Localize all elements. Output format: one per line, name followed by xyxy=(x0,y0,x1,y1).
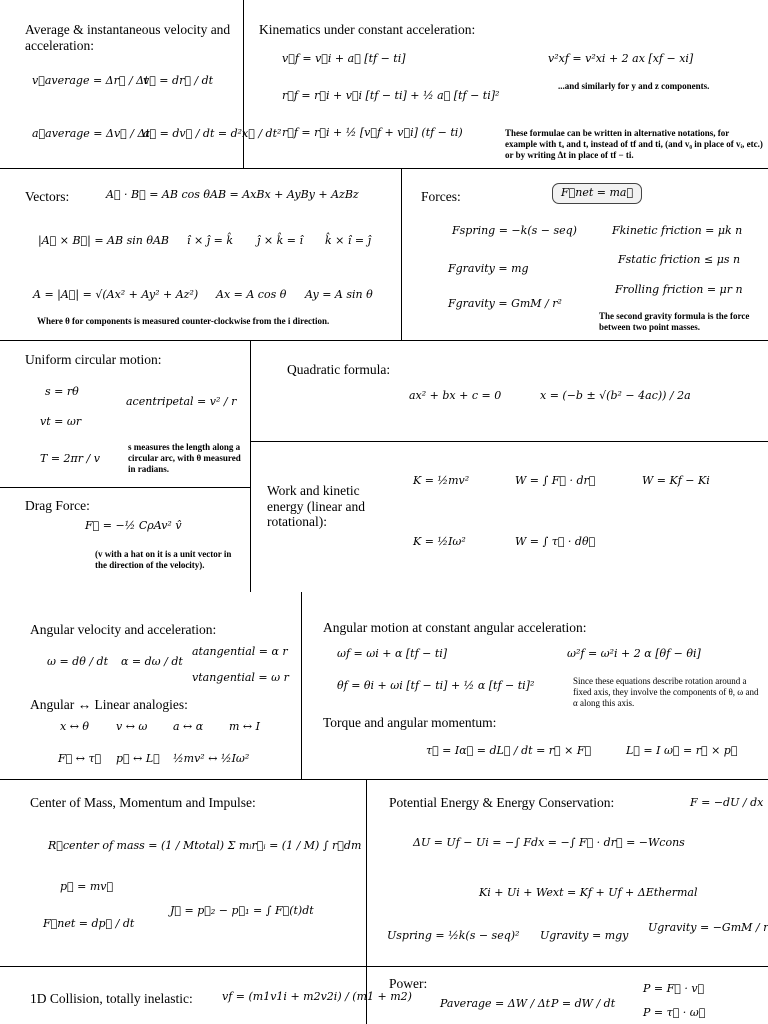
kinematics-eq3: r⃗f = r⃗i + ½ [v⃗f + v⃗i] (tf − ti) xyxy=(282,126,463,139)
divider xyxy=(0,966,768,967)
divider xyxy=(250,441,768,442)
force-potential-eq: F = −dU / dx xyxy=(690,796,764,809)
angular-const-eq2: ω²f = ω²i + 2 α [θf − θi] xyxy=(567,647,701,660)
momentum-eq: p⃗ = mv⃗ xyxy=(60,880,114,893)
forces-rolling-eq: Frolling friction = μr n xyxy=(615,283,743,296)
circular-velocity-eq: vt = ωr xyxy=(40,415,82,428)
angular-const-eq1: ωf = ωi + α [tf − ti] xyxy=(337,647,448,660)
section-title-drag: Drag Force: xyxy=(25,498,90,513)
section-title-forces: Forces: xyxy=(421,189,461,204)
forces-gravity-point-eq: Fgravity = GmM / r² xyxy=(448,297,562,310)
analogy-kinetic: ½mv² ↔ ½Iω² xyxy=(173,752,250,765)
work-kinetic-eq: K = ½mv² xyxy=(413,474,470,487)
analogy-acceleration: a ↔ α xyxy=(173,720,204,733)
angular-momentum-eq: L⃗ = I ω⃗ = r⃗ × p⃗ xyxy=(626,744,738,757)
power-average-eq: Paverage = ΔW / Δt xyxy=(440,997,551,1010)
forces-spring-eq: Fspring = −k(s − seq) xyxy=(452,224,577,237)
divider xyxy=(0,779,768,780)
torque-eq: τ⃗ = Iα⃗ = dL⃗ / dt = r⃗ × F⃗ xyxy=(426,744,592,757)
divider xyxy=(366,779,367,1024)
kinematics-eq4: v²xf = v²xi + 2 ax [xf − xi] xyxy=(548,52,694,65)
section-title-vectors: Vectors: xyxy=(25,189,70,204)
power-instant-eq: P = dW / dt xyxy=(551,997,616,1010)
forces-static-eq: Fstatic friction ≤ μs n xyxy=(618,253,741,266)
vectors-ij-eq: î × ĵ = k̂ xyxy=(187,234,234,247)
angular-acceleration-eq: α = dω / dt xyxy=(121,655,183,668)
section-title-circular: Uniform circular motion: xyxy=(25,352,162,367)
work-energy-eq: W = Kf − Ki xyxy=(642,474,710,487)
center-of-mass-eq: R⃗center of mass = (1 / Mtotal) Σ mᵢr⃗ᵢ = (1 / M) ∫ r⃗dm xyxy=(48,839,362,852)
vectors-ki-eq: k̂ × î = ĵ xyxy=(325,234,372,247)
work-rotational-kinetic-eq: K = ½Iω² xyxy=(413,535,466,548)
collision-eq: vf = (m1v1i + m2v2i) / (m1 + m2) xyxy=(222,990,412,1003)
work-torque-integral-eq: W = ∫ τ⃗ · dθ⃗ xyxy=(515,535,596,548)
net-force-momentum-eq: F⃗net = dp⃗ / dt xyxy=(43,917,135,930)
analogy-mass: m ↔ I xyxy=(229,720,260,733)
kinematics-eq1: v⃗f = v⃗i + a⃗ [tf − ti] xyxy=(282,52,406,65)
quadratic-eq: ax² + bx + c = 0 xyxy=(409,389,502,402)
vectors-ay-eq: Ay = A sin θ xyxy=(305,288,373,301)
circular-note: s measures the length along a circular arc, with θ measured in radians. xyxy=(128,442,241,474)
angular-velocity-eq: ω = dθ / dt xyxy=(47,655,109,668)
section-title-momentum: Center of Mass, Momentum and Impulse: xyxy=(30,795,256,810)
section-title-velocity: Average & instantaneous velocity and acceleration: xyxy=(25,22,231,53)
analogy-force: F⃗ ↔ τ⃗ xyxy=(58,752,102,765)
divider xyxy=(250,340,251,592)
section-title-quadratic: Quadratic formula: xyxy=(287,362,391,377)
section-title-angular: Angular velocity and acceleration: xyxy=(30,622,217,637)
circular-centripetal-eq: acentripetal = v² / r xyxy=(126,395,237,408)
kinematics-eq2: r⃗f = r⃗i + v⃗i [tf − ti] + ½ a⃗ [tf − ti]² xyxy=(282,89,500,102)
power-force-eq: P = F⃗ · v⃗ xyxy=(643,982,705,995)
angular-tangential-acc-eq: atangential = α r xyxy=(192,645,288,658)
section-title-power: Power: xyxy=(389,976,428,991)
vectors-dot-eq: A⃗ · B⃗ = AB cos θAB = AxBx + AyBy + AzBz xyxy=(106,188,359,201)
gravity-potential-point-eq: Ugravity = −GmM / r xyxy=(648,921,768,934)
divider xyxy=(243,0,244,168)
velocity-average-eq: v⃗average = Δr⃗ / Δt xyxy=(32,74,149,87)
work-integral-eq: W = ∫ F⃗ · dr⃗ xyxy=(515,474,596,487)
section-title-analogies: Angular ↔ Linear analogies: xyxy=(30,697,188,712)
divider xyxy=(0,487,250,488)
spring-potential-eq: Uspring = ½k(s − seq)² xyxy=(387,929,520,942)
section-title-work: Work and kinetic energy (linear and rotational): xyxy=(267,483,365,530)
vectors-jk-eq: ĵ × k̂ = î xyxy=(257,234,304,247)
circular-arc-eq: s = rθ xyxy=(45,385,79,398)
energy-conservation-eq: Ki + Ui + Wext = Kf + Uf + ΔEthermal xyxy=(479,886,698,899)
analogy-velocity: v ↔ ω xyxy=(116,720,148,733)
power-torque-eq: P = τ⃗ · ω⃗ xyxy=(643,1006,706,1019)
section-title-collision: 1D Collision, totally inelastic: xyxy=(30,991,193,1006)
velocity-instant-eq: v⃗ = dr⃗ / dt xyxy=(143,74,214,87)
divider xyxy=(401,168,402,340)
angular-const-note: Since these equations describe rotation around a fixed axis, they involve the components of θ, ω and α along this axis. xyxy=(573,676,759,708)
divider xyxy=(0,340,768,341)
forces-gravity-eq: Fgravity = mg xyxy=(448,262,529,275)
acceleration-instant-eq: a⃗ = dv⃗ / dt = d²x⃗ / dt² xyxy=(143,127,282,140)
acceleration-average-eq: a⃗average = Δv⃗ / Δt xyxy=(32,127,150,140)
forces-net-eq: F⃗net = ma⃗ xyxy=(552,183,642,204)
vectors-ax-eq: Ax = A cos θ xyxy=(216,288,287,301)
forces-kinetic-eq: Fkinetic friction = μk n xyxy=(612,224,743,237)
section-title-angular-const: Angular motion at constant angular acceleration: xyxy=(323,620,587,635)
gravity-potential-eq: Ugravity = mgy xyxy=(540,929,629,942)
forces-note: The second gravity formula is the force between two point masses. xyxy=(599,311,750,332)
impulse-eq: J⃗ = p⃗₂ − p⃗₁ = ∫ F⃗(t)dt xyxy=(170,904,314,917)
kinematics-note2: These formulae can be written in alternative notations, for example with tₒ and t, instead of tf and ti, (and v₀ in place of vᵢ, etc.) or by writing Δt in place of tf − ti. xyxy=(505,128,763,160)
drag-eq: F⃗ = −½ CρAv² v̂ xyxy=(85,519,182,532)
kinematics-note1: ...and similarly for y and z components. xyxy=(558,81,710,91)
divider xyxy=(0,168,768,169)
vectors-note: Where θ for components is measured counter-clockwise from the i direction. xyxy=(37,316,330,326)
section-title-torque: Torque and angular momentum: xyxy=(323,715,497,730)
section-title-energy: Potential Energy & Energy Conservation: xyxy=(389,795,615,810)
analogy-momentum: p⃗ ↔ L⃗ xyxy=(116,752,160,765)
divider xyxy=(301,592,302,779)
drag-note: (v with a hat on it is a unit vector in the direction of the velocity). xyxy=(95,549,232,570)
angular-tangential-vel-eq: vtangential = ω r xyxy=(192,671,289,684)
circular-period-eq: T = 2πr / v xyxy=(40,452,100,465)
potential-energy-eq: ΔU = Uf − Ui = −∫ Fdx = −∫ F⃗ · dr⃗ = −Wcons xyxy=(413,836,685,849)
quadratic-solution-eq: x = (−b ± √(b² − 4ac)) / 2a xyxy=(540,389,691,402)
vectors-magnitude-eq: A = |A⃗| = √(Ax² + Ay² + Az²) xyxy=(33,288,199,301)
angular-const-eq3: θf = θi + ωi [tf − ti] + ½ α [tf − ti]² xyxy=(337,679,535,692)
analogy-position: x ↔ θ xyxy=(60,720,90,733)
section-title-kinematics: Kinematics under constant acceleration: xyxy=(259,22,476,37)
vectors-cross-eq: |A⃗ × B⃗| = AB sin θAB xyxy=(38,234,169,247)
